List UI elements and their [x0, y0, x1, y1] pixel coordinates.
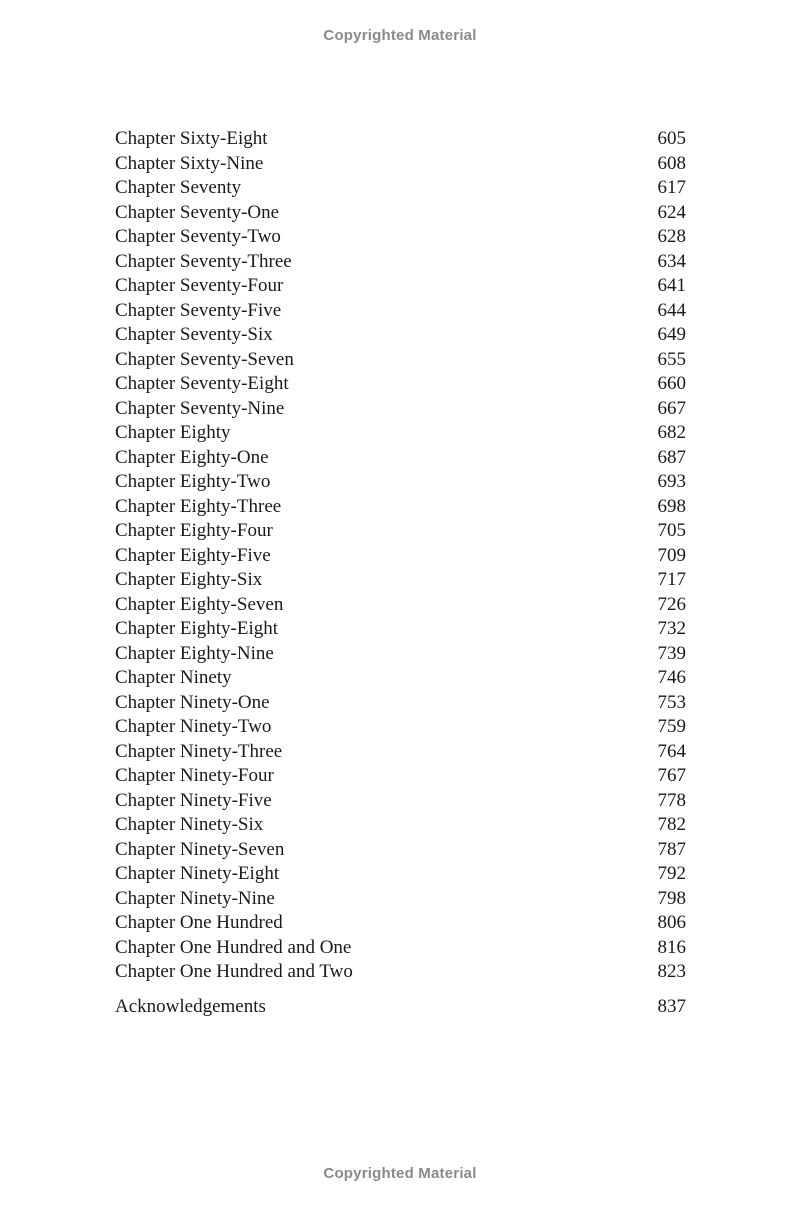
toc-entry-title: Chapter Ninety-Nine — [115, 887, 275, 909]
toc-entry-title: Chapter Eighty-Seven — [115, 593, 284, 615]
toc-entry-title: Chapter Seventy-Six — [115, 324, 273, 345]
toc-entry-page-number: 687 — [657, 446, 686, 468]
toc-entry — [115, 862, 686, 887]
toc-entry — [115, 911, 686, 936]
toc-entry-title: Chapter Sixty-Nine — [115, 152, 264, 174]
toc-entry-title: Chapter Ninety-Eight — [115, 863, 280, 884]
toc-entry — [115, 323, 686, 348]
toc-entry — [115, 470, 686, 495]
toc-entry-page-number: 806 — [657, 912, 686, 933]
table-of-contents — [115, 127, 686, 1019]
toc-entry — [115, 348, 686, 373]
toc-entry — [115, 201, 686, 226]
toc-entry — [115, 250, 686, 275]
toc-entry — [115, 372, 686, 397]
toc-entry-page-number: 746 — [657, 667, 686, 688]
toc-chapter-list — [115, 127, 686, 985]
toc-entry — [115, 397, 686, 422]
toc-entry — [115, 666, 686, 691]
toc-entry-title: Chapter One Hundred and One — [115, 936, 352, 958]
toc-entry — [115, 764, 686, 789]
toc-entry-page-number: 641 — [657, 275, 686, 296]
toc-entry-page-number: 634 — [657, 250, 686, 272]
toc-entry-page-number: 753 — [657, 691, 686, 713]
toc-entry-title: Chapter Eighty-Four — [115, 520, 273, 541]
toc-entry-page-number: 798 — [657, 887, 686, 909]
toc-entry-page-number: 764 — [657, 740, 686, 762]
toc-entry-page-number: 693 — [657, 471, 686, 492]
toc-entry-page-number: 698 — [657, 495, 686, 517]
toc-entry — [115, 127, 686, 152]
toc-entry — [115, 740, 686, 765]
toc-entry — [115, 642, 686, 667]
toc-entry-title: Chapter Eighty-Eight — [115, 618, 279, 639]
toc-entry — [115, 995, 686, 1020]
toc-entry-title: Chapter Ninety-Six — [115, 814, 264, 835]
toc-entry — [115, 960, 686, 985]
toc-entry — [115, 544, 686, 569]
toc-entry-title: Chapter Ninety — [115, 667, 232, 688]
toc-entry-page-number: 767 — [657, 765, 686, 786]
toc-entry — [115, 691, 686, 716]
toc-entry-page-number: 624 — [657, 201, 686, 223]
toc-entry — [115, 813, 686, 838]
toc-entry-title: Chapter Eighty-Three — [115, 495, 282, 517]
toc-entry-page-number: 709 — [657, 544, 686, 566]
toc-entry-page-number: 617 — [657, 177, 686, 198]
toc-entry-title: Chapter Eighty — [115, 422, 231, 443]
toc-entry-page-number: 644 — [657, 299, 686, 321]
toc-entry-page-number: 605 — [657, 128, 686, 149]
toc-entry-title: Chapter Seventy-Eight — [115, 373, 289, 394]
toc-entry-page-number: 792 — [657, 863, 686, 884]
toc-entry-title: Chapter Ninety-Five — [115, 789, 272, 811]
toc-entry-title: Chapter Seventy-Two — [115, 226, 281, 247]
toc-entry — [115, 299, 686, 324]
toc-entry-title: Chapter Eighty-One — [115, 446, 269, 468]
copyright-watermark-bottom: Copyrighted Material — [323, 1165, 477, 1182]
toc-entry-page-number: 667 — [657, 397, 686, 419]
toc-entry-page-number: 705 — [657, 520, 686, 541]
toc-entry-title: Chapter Seventy-Nine — [115, 397, 285, 419]
toc-entry-title: Chapter Seventy-Seven — [115, 348, 294, 370]
toc-entry-title: Acknowledgements — [115, 995, 266, 1017]
toc-entry — [115, 495, 686, 520]
toc-entry-title: Chapter Seventy-Four — [115, 275, 284, 296]
toc-entry — [115, 617, 686, 642]
toc-entry-title: Chapter Ninety-Seven — [115, 838, 285, 860]
toc-entry — [115, 152, 686, 177]
toc-entry — [115, 715, 686, 740]
copyright-watermark-top: Copyrighted Material — [323, 27, 477, 44]
toc-entry-title: Chapter Eighty-Two — [115, 471, 271, 492]
toc-entry — [115, 838, 686, 863]
toc-entry-title: Chapter One Hundred — [115, 912, 283, 933]
toc-entry-title: Chapter Ninety-Four — [115, 765, 274, 786]
toc-entry-page-number: 787 — [657, 838, 686, 860]
toc-entry — [115, 274, 686, 299]
toc-entry-title: Chapter Sixty-Eight — [115, 128, 268, 149]
toc-entry — [115, 936, 686, 961]
toc-entry-page-number: 732 — [657, 618, 686, 639]
toc-entry — [115, 176, 686, 201]
toc-entry — [115, 568, 686, 593]
toc-entry-page-number: 759 — [657, 716, 686, 737]
toc-entry-title: Chapter Ninety-One — [115, 691, 270, 713]
toc-entry — [115, 519, 686, 544]
toc-entry-title: Chapter Eighty-Nine — [115, 642, 274, 664]
toc-entry — [115, 593, 686, 618]
toc-entry-title: Chapter Seventy — [115, 177, 242, 198]
toc-entry-page-number: 682 — [657, 422, 686, 443]
toc-entry-page-number: 739 — [657, 642, 686, 664]
toc-entry — [115, 789, 686, 814]
toc-entry-title: Chapter Ninety-Three — [115, 740, 283, 762]
toc-entry-page-number: 660 — [657, 373, 686, 394]
toc-entry-page-number: 816 — [657, 936, 686, 958]
toc-entry-title: Chapter Seventy-Three — [115, 250, 292, 272]
toc-entry-page-number: 628 — [657, 226, 686, 247]
toc-entry-title: Chapter Ninety-Two — [115, 716, 272, 737]
toc-entry-page-number: 649 — [657, 324, 686, 345]
toc-back-matter — [115, 995, 686, 1020]
toc-entry-page-number: 778 — [657, 789, 686, 811]
toc-entry-page-number: 726 — [657, 593, 686, 615]
toc-entry — [115, 887, 686, 912]
toc-entry-page-number: 823 — [657, 961, 686, 982]
toc-entry — [115, 446, 686, 471]
toc-entry — [115, 421, 686, 446]
toc-entry-page-number: 608 — [657, 152, 686, 174]
toc-entry-title: Chapter Seventy-Five — [115, 299, 282, 321]
toc-entry-title: Chapter Eighty-Six — [115, 569, 263, 590]
toc-entry-page-number: 717 — [657, 569, 686, 590]
toc-entry-page-number: 837 — [657, 995, 686, 1017]
toc-entry-page-number: 782 — [657, 814, 686, 835]
toc-entry-page-number: 655 — [657, 348, 686, 370]
toc-entry — [115, 225, 686, 250]
toc-entry-title: Chapter Eighty-Five — [115, 544, 271, 566]
toc-entry-title: Chapter Seventy-One — [115, 201, 280, 223]
toc-entry-title: Chapter One Hundred and Two — [115, 961, 353, 982]
